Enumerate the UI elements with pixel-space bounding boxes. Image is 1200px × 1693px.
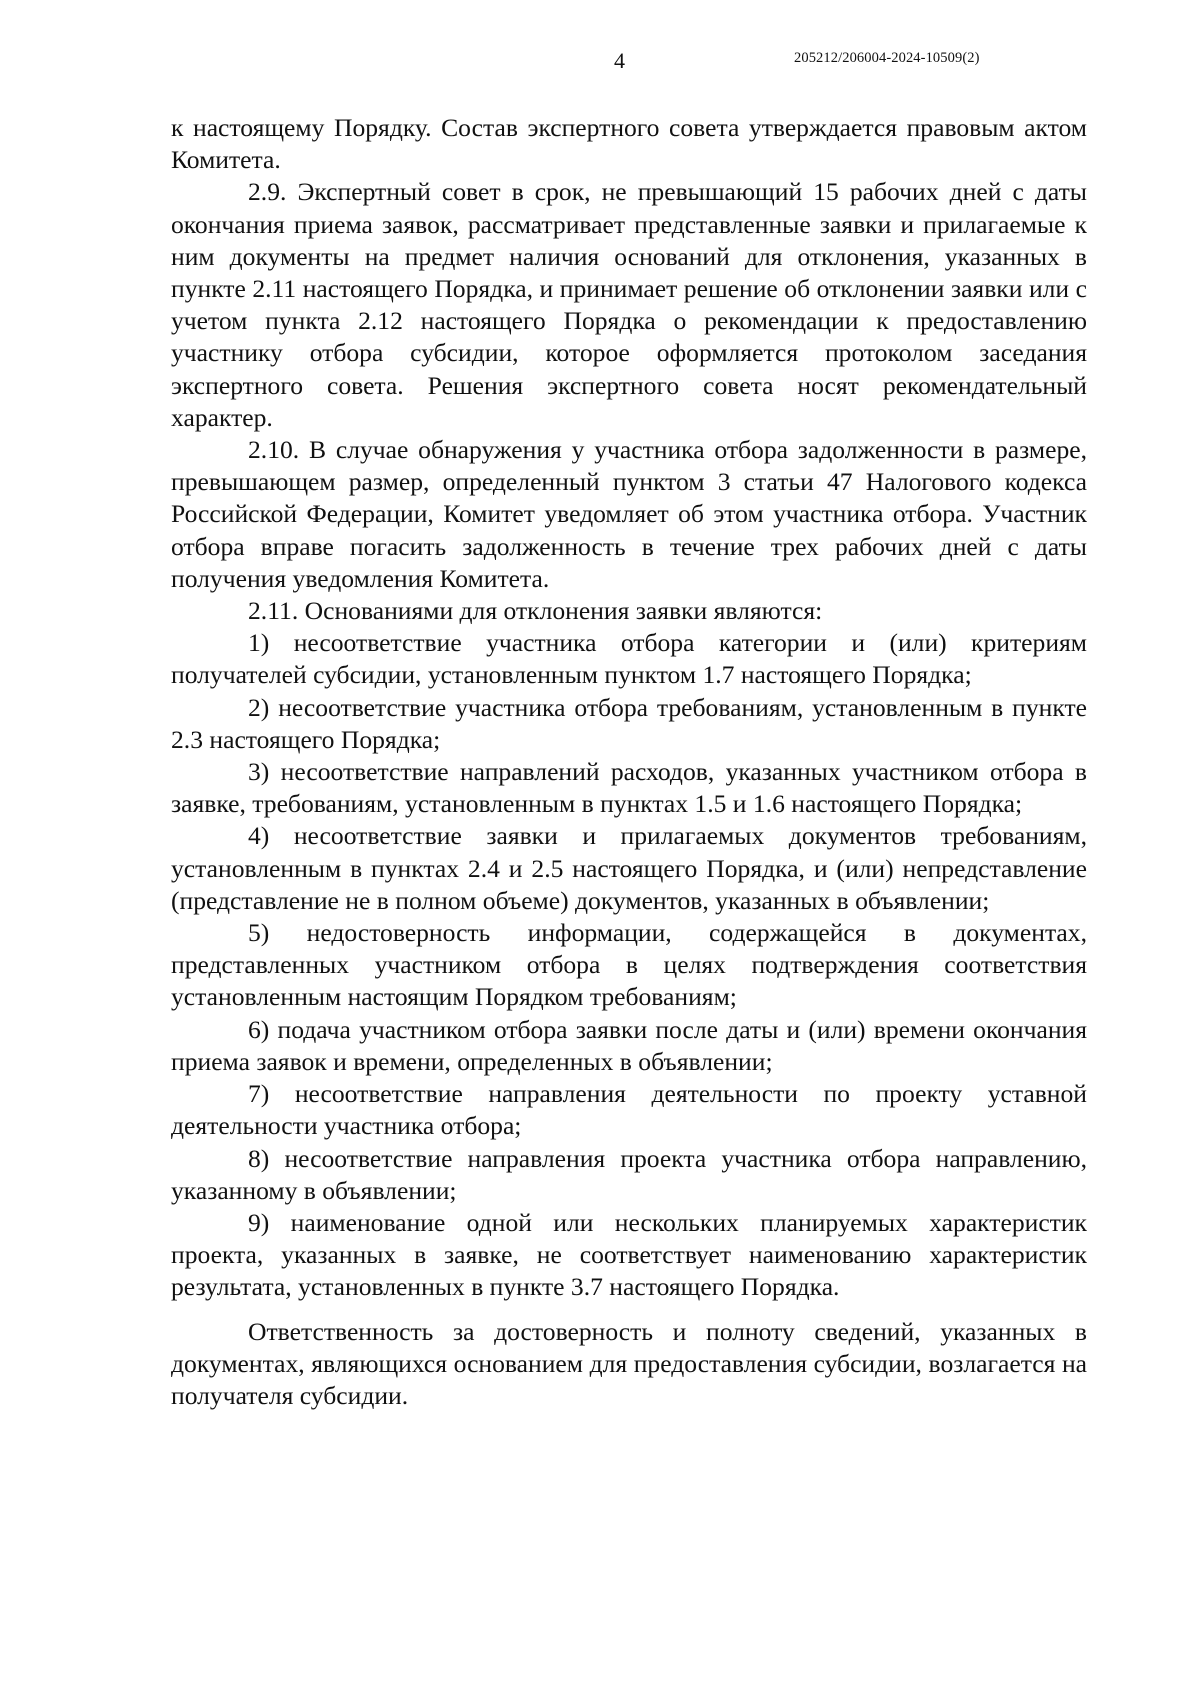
paragraph-2-11: 2.11. Основаниями для отклонения заявки являются: — [248, 596, 823, 626]
list-item-2: 2) несоответствие участника отбора требованиям, установленным в пункте 2.3 настоящего Порядка; — [171, 692, 1087, 754]
list-item-9: 9) наименование одной или нескольких планируемых характеристик проекта, указанных в заявке, не соответствует наименованию характеристик результата, установленных в пункте 3.7 настоящего Порядка. — [171, 1207, 1087, 1302]
paragraph-2-9: 2.9. Экспертный совет в срок, не превышающий 15 рабочих дней с даты окончания приема заявок, рассматривает представленные заявки и прилагаемые к ним документы на предмет наличия оснований для отклонения, указанных в пункте 2.11 настоящего Порядка, и принимает решение об отклонении заявки или с учетом пункта 2.12 настоящего Порядка о рекомендации к предоставлению участнику отбора субсидии, которое оформляется протоколом заседания экспертного совета. Решения экспертного совета носят рекомендательный характер. — [171, 177, 1087, 432]
paragraph-responsibility: Ответственность за достоверность и полноту сведений, указанных в документах, являющихся основанием для предоставления субсидии, возлагается на получателя субсидии. — [171, 1316, 1087, 1410]
document-number: 205212/206004-2024-10509(2) — [794, 50, 980, 66]
list-item-5: 5) недостоверность информации, содержащейся в документах, представленных участником отбора в целях подтверждения соответствия установленным настоящим Порядком требованиям; — [171, 918, 1087, 1012]
list-item-8: 8) несоответствие направления проекта участника отбора направлению, указанному в объявлении; — [171, 1143, 1087, 1205]
paragraph-continuation: к настоящему Порядку. Состав экспертного совета утверждается правовым актом Комитета. — [171, 113, 1087, 175]
paragraph-2-10: 2.10. В случае обнаружения у участника отбора задолженности в размере, превышающем размер, определенный пунктом 3 статьи 47 Налогового кодекса Российской Федерации, Комитет уведомляет об этом участника отбора. Участник отбора вправе погасить задолженность в течение трех рабочих дней с даты получения уведомления Комитета. — [171, 435, 1087, 593]
list-item-3: 3) несоответствие направлений расходов, указанных участником отбора в заявке, требованиям, установленным в пунктах 1.5 и 1.6 настоящего Порядка; — [171, 757, 1087, 819]
list-item-7: 7) несоответствие направления деятельности по проекту уставной деятельности участника отбора; — [171, 1079, 1087, 1141]
list-item-4: 4) несоответствие заявки и прилагаемых документов требованиям, установленным в пунктах 2.4 и 2.5 настоящего Порядка, и (или) непредставление (представление не в полном объеме) документов, указанных в объявлении; — [171, 821, 1087, 915]
list-item-6: 6) подача участником отбора заявки после даты и (или) времени окончания приема заявок и времени, определенных в объявлении; — [171, 1014, 1087, 1076]
document-body — [171, 112, 1087, 1412]
list-item-1: 1) несоответствие участника отбора категории и (или) критериям получателей субсидии, установленным пунктом 1.7 настоящего Порядка; — [171, 628, 1087, 690]
page-number: 4 — [614, 48, 625, 73]
